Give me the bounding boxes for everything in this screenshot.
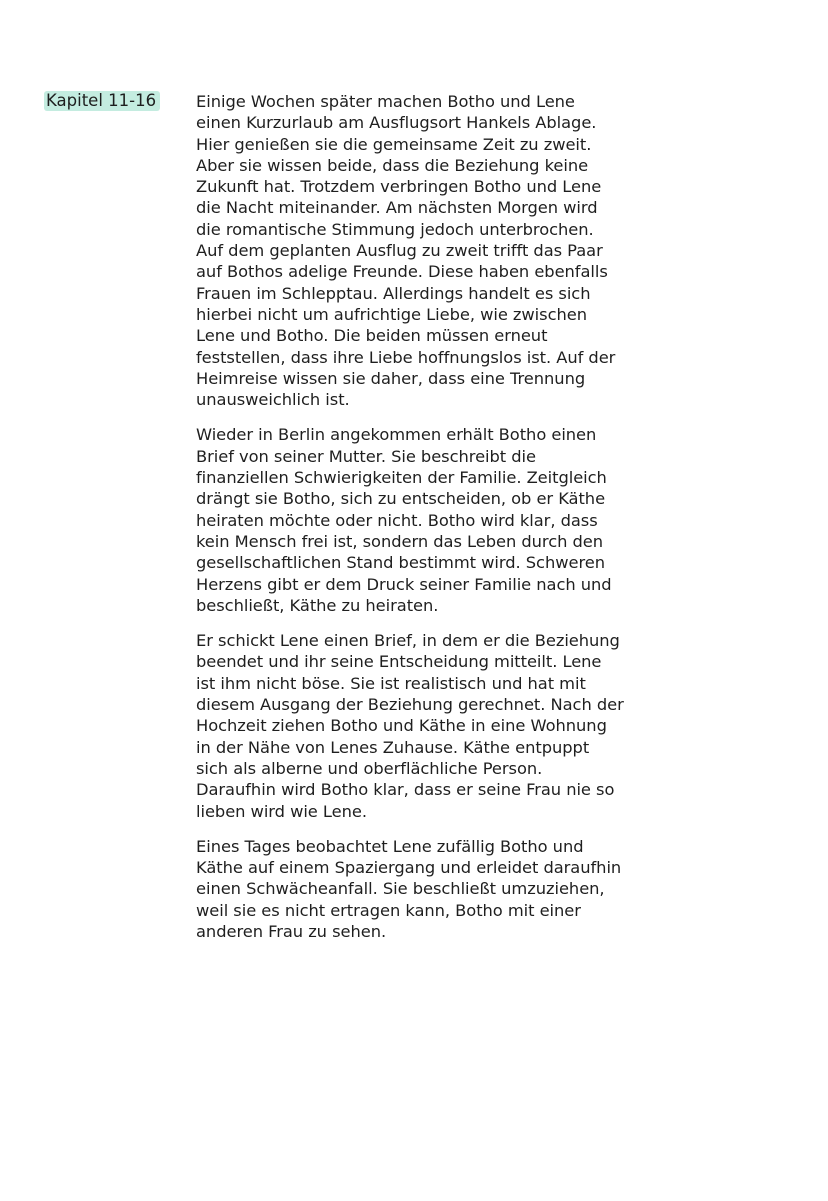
paragraph-1: Einige Wochen später machen Botho und Lene einen Kurzurlaub am Ausflugsort Hankels Ablage. Hier genießen sie die gemeinsame Zeit zu zweit. Aber sie wissen beide, dass die Beziehung keine Zukunft hat. Trotzdem verbringen Botho und Lene die Nacht miteinander. Am nächsten Morgen wird die romantische Stimmung jedoch unterbrochen. Auf dem geplanten Ausflug zu zweit trifft das Paar auf Bothos adelige Freunde. Diese haben ebenfalls Frauen im Schlepptau. Allerdings handelt es sich hierbei nicht um aufrichtige Liebe, wie zwischen Lene und Botho. Die beiden müssen erneut feststellen, dass ihre Liebe hoffnungslos ist. Auf der Heimreise wissen sie daher, dass eine Trennung unausweichlich ist. xyxy=(196,92,616,410)
section-label xyxy=(44,90,160,112)
paragraph-3: Er schickt Lene einen Brief, in dem er die Beziehung beendet und ihr seine Entscheidung mitteilt. Lene ist ihm nicht böse. Sie ist realistisch und hat mit diesem Ausgang der Beziehung gerechnet. Nach der Hochzeit ziehen Botho und Käthe in eine Wohnung in der Nähe von Lenes Zuhause. Käthe entpuppt sich als alberne und oberflächliche Person. Daraufhin wird Botho klar, dass er seine Frau nie so lieben wird wie Lene. xyxy=(196,631,624,821)
paragraph-2: Wieder in Berlin angekommen erhält Botho einen Brief von seiner Mutter. Sie beschreibt die finanziellen Schwierigkeiten der Familie. Zeitgleich drängt sie Botho, sich zu entscheiden, ob er Käthe heiraten möchte oder nicht. Botho wird klar, dass kein Mensch frei ist, sondern das Leben durch den gesellschaftlichen Stand bestimmt wird. Schweren Herzens gibt er dem Druck seiner Familie nach und beschließt, Käthe zu heiraten. xyxy=(196,425,612,615)
section-label-highlight: Kapitel 11-16 xyxy=(44,91,160,111)
paragraph-4: Eines Tages beobachtet Lene zufällig Botho und Käthe auf einem Spaziergang und erleidet daraufhin einen Schwächeanfall. Sie beschließt umzuziehen, weil sie es nicht ertragen kann, Botho mit einer anderen Frau zu sehen. xyxy=(196,836,622,941)
summary-text xyxy=(196,91,624,956)
